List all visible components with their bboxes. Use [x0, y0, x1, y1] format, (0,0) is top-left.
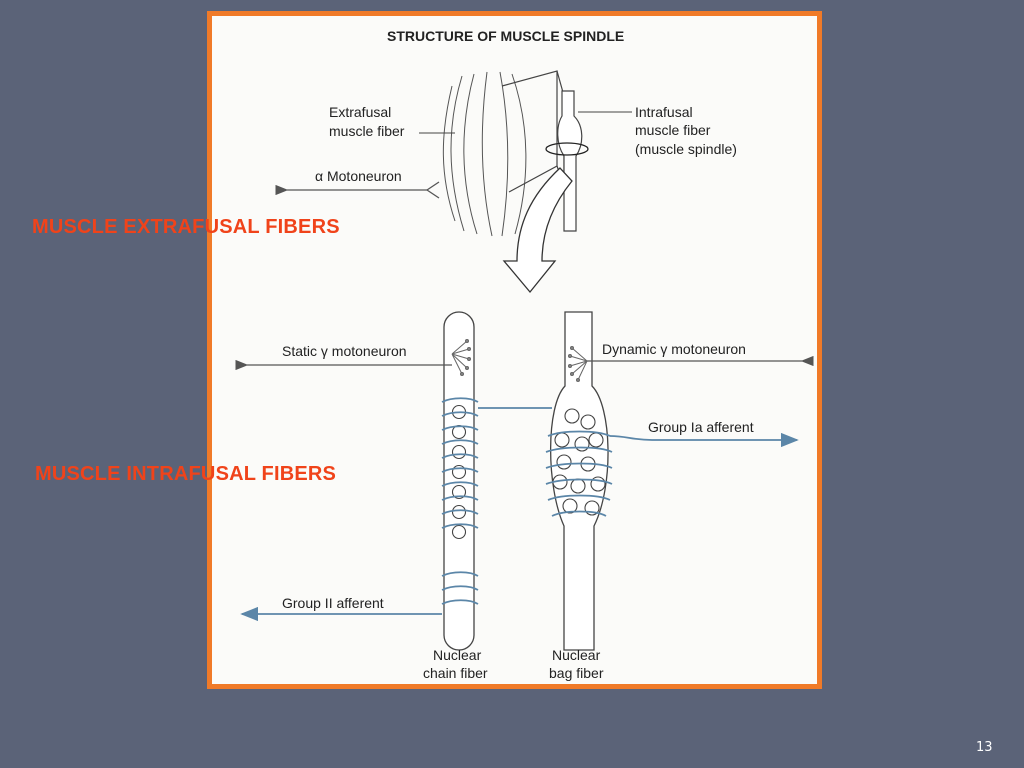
- chain-fiber-label-line2: chain fiber: [423, 665, 488, 681]
- extrafusal-label-line1: Extrafusal: [329, 104, 392, 120]
- group-ia-label: Group Ia afferent: [648, 419, 754, 435]
- diagram-title: STRUCTURE OF MUSCLE SPINDLE: [387, 28, 625, 44]
- intrafusal-label-line3: (muscle spindle): [635, 141, 737, 157]
- zoom-arrow: [504, 168, 572, 292]
- static-gamma-label: Static γ motoneuron: [282, 343, 407, 359]
- bag-fiber-label-line2: bag fiber: [549, 665, 604, 681]
- muscle-spindle-diagram: [212, 16, 817, 684]
- intrafusal-label-line1: Intrafusal: [635, 104, 693, 120]
- extrafusal-label-line2: muscle fiber: [329, 123, 405, 139]
- extrafusal-heading: MUSCLE EXTRAFUSAL FIBERS: [32, 216, 340, 238]
- chain-fiber-label-line1: Nuclear: [433, 647, 482, 663]
- bag-fiber-label-line1: Nuclear: [552, 647, 601, 663]
- extrafusal-fiber-bundle: [443, 72, 526, 236]
- page-number: 13: [976, 740, 993, 755]
- nuclear-chain-fiber: [444, 312, 474, 650]
- intrafusal-label-line2: muscle fiber: [635, 122, 711, 138]
- dynamic-gamma-label: Dynamic γ motoneuron: [602, 341, 746, 357]
- group-ii-label: Group II afferent: [282, 595, 384, 611]
- figure-frame: [207, 11, 822, 689]
- intrafusal-heading: MUSCLE INTRAFUSAL FIBERS: [35, 463, 337, 485]
- alpha-motoneuron-nerve: [287, 182, 439, 198]
- alpha-motoneuron-label: α Motoneuron: [315, 168, 402, 184]
- group-ia-afferent: [442, 398, 797, 528]
